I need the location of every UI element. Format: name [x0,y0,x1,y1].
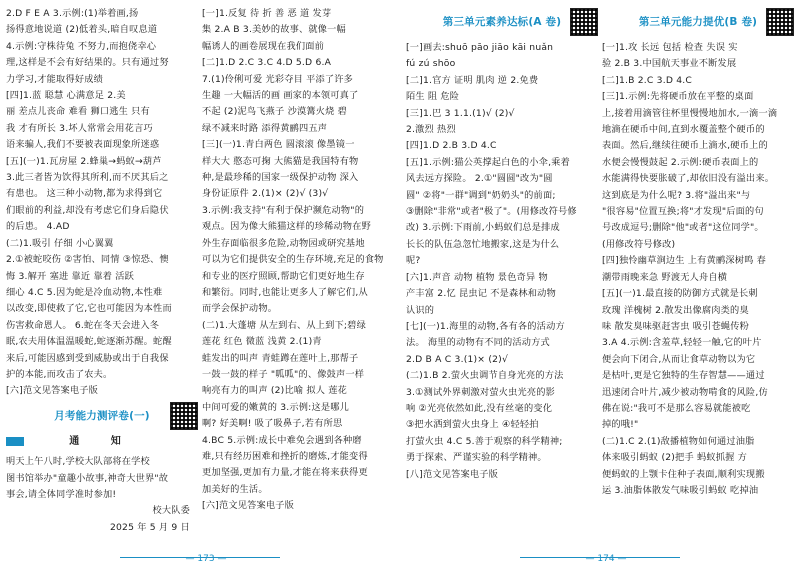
answer-line: 地滴在硬币中间,直到水覆盖整个硬币的 [602,124,765,136]
notice-heading: 通 知 [6,434,198,450]
answer-line: [二]1.官方 证明 肌肉 逆 2.免费 [406,74,539,86]
answer-line: 种,是最珍稀的国家一级保护动物 深入 [202,172,359,184]
answer-line: 验 2.B 3.中国航天事业不断发展 [602,58,737,70]
answer-line: 来后,可能因感到受到威胁或出于自我保 [6,352,169,364]
answer-line: 生趣 一大幅活的画 画家的本领可真了 [202,90,359,102]
right-column-1 [406,6,598,566]
answer-line: 响亮有力的叫声 (2)比喻 拟人 莲花 [202,385,348,397]
answer-line: [七](一)1.海里的动物,各有各的活动方 [406,320,565,332]
answer-line: 而学会保护动物。 [202,303,278,315]
answer-line: "很容易"位置互换;将"才发现"后面的句 [602,206,764,218]
answer-line: 呢? [406,255,421,267]
answer-line: 改) 3.示例:下雨前,小蚂蚁们总是排成 [406,222,560,234]
answer-line: 语来骗人,我们不要被表面现象所迷惑 [6,139,160,151]
answer-line: 潮带雨晚来急 野渡无人舟自横 [602,271,728,283]
answer-line: 表面。然后,继续往硬币上滴水,硬币上的 [602,140,768,152]
answer-line: 法。 海里的动物有不同的活动方式 [406,337,550,349]
answer-line: 眠,农夫用体温温暖蛇,蛇逐渐苏醒。蛇醒 [6,336,172,348]
answer-line: (二)1.C 2.(1)敌播植物如何通过油脂 [602,435,755,447]
answer-line: 便会向下闭合,从而让食草动物以为它 [602,353,756,365]
answer-list-right-1 [406,40,598,483]
answer-line: [五](一)1.最直接的防御方式就是长刺 [602,288,758,300]
answer-line: ③把水洒到萤火虫身上 ④轻轻拍 [406,419,539,431]
answer-line: 长长的队伍急忽忙地搬家,这是为什么 [406,238,560,250]
answer-list-left-2 [202,6,394,515]
answer-line: [二]1.D 2.C 3.C 4.D 5.D 6.A [202,57,332,69]
answer-line: (二)1.吸引 仔细 小心翼翼 [6,237,114,249]
notice-line: 明天上午八时,学校大队部将在学校 [6,456,150,468]
heading-marker-icon [6,437,24,446]
answer-line: 莲花 红色 微蓝 浅黄 2.(1)青 [202,336,322,348]
answer-line: 3.此三者皆为饮得其所利,而不厌其后之 [6,172,169,184]
answer-line: 力学习,才能取得好成绩 [6,73,103,85]
answer-line: [六]1.声音 动物 植物 景色奇异 物 [406,271,548,283]
page-number-right: — 174 — [585,554,627,564]
answer-line: 不起 (2)泥鸟飞燕子 沙漠篝火烧 碧 [202,106,348,118]
answer-line: 绿不减来时路 添得黄鹂四五声 [202,122,328,134]
answer-line: 号改成逗号;删除"他"或者"这位同学"。 [602,222,764,234]
answer-line: 细心 4.C 5.因为蛇是冷血动物,本性难 [6,286,163,298]
answer-line: [一]1.反复 待 折 善 恶 道 发芽 [202,8,332,19]
answer-line: [五]1.示例:猫公英撑起白色的小伞,乘着 [406,156,570,168]
answer-line: 响 ②光亮依然如此,没有丝毫的变化 [406,402,553,414]
banner-title: 第三单元能力提优(B 卷) [638,15,758,28]
answer-line: 难,只有经历困难和挫折的磨炼,才能变得 [202,450,368,462]
answer-line: 伤害救命恩人。 6.蛇在冬天会进入冬 [6,319,160,331]
answer-line: 2.①被蛇咬伤 ②害怕、同情 ③惊恐、懊 [6,254,169,266]
answer-line: 的后患。 4.AD [6,221,70,233]
answer-line: 陌生 阻 危险 [406,91,460,103]
answer-line: 运 3.油脂体散发气味吸引蚂蚁 吃掉油 [602,484,759,496]
answer-line: 和繁衍。同时,也能让更多人了解它们,从 [202,286,368,298]
answer-line: 2.激烈 热烈 [406,124,456,136]
notice-line: 图书馆举办"童趣小故事,神奇大世界"故 [6,472,169,484]
answer-line: [八]范文见答案电子版 [406,468,499,480]
answer-line: 更加坚强,更加有力量,才能在将来获得更 [202,467,368,479]
answer-line: 加美好的生活。 [202,483,268,495]
answer-line: 2.D F E A 3.示例:(1)举着画,扬 [6,8,139,19]
answer-line: 蛙发出的叫声 青蛙蹲在莲叶上,那帮子 [202,352,359,364]
answer-line: 扬得意地说道 (2)低着头,暗自叹息道 [6,24,158,36]
answer-line: 体来吸引蚂蚁 (2)把手 蚂蚁抓握 方 [602,452,748,464]
qr-code-icon[interactable] [570,8,598,36]
answer-line: [三]1.示例:先将硬币放在平整的桌面 [602,91,754,103]
answer-line: [五](一)1.瓦房屋 2.蜂巢→蚂蚁→葫芦 [6,155,162,167]
answer-line: 3.①测试外界刺激对萤火虫光亮的影 [406,386,556,398]
answer-line: 幅诱人的画卷展现在我们面前 [202,40,325,52]
qr-code-icon[interactable] [766,8,794,36]
answer-line: 观点。因为像大熊猫这样的珍稀动物在野 [202,221,371,233]
answer-line: 悔 3.解开 塞进 靠近 靠着 活跃 [6,270,135,282]
answer-line: 佛在说:"我可不是那么容易就能被吃 [602,402,751,414]
left-column-2 [202,6,394,566]
answer-line: 是枯叶,更是它独特的生存智慧——通过 [602,370,765,382]
answer-line: [四]1.D 2.B 3.D 4.C [406,140,497,152]
answer-line: 身份证原件 2.(1)× (2)√ (3)√ [202,188,329,200]
answer-line: 3.示例:我支持"有利于保护濒危动物"的 [202,204,365,216]
answer-line: 外生存面临很多危险,动物园或研究基地 [202,237,365,249]
answer-line: 中间可爱的嫩黄的 3.示例:这是哪儿 [202,401,350,413]
right-column-2 [602,6,794,566]
answer-line: [三](一)1.青白两色 圆滚滚 像墨镜一 [202,139,355,151]
answer-line: [一]1.攻 长远 包括 检查 失误 实 [602,42,738,53]
answer-line: 风去远方探险。 2.①"圆圆"改为"圆 [406,173,553,185]
unit3-b-banner [602,8,794,36]
notice-line: 事会,请全体同学准时参加! [6,488,117,500]
answer-line: 产丰富 2.忆 昆虫记 不是森林和动物 [406,288,556,300]
notice-sign: 校大队委 [152,505,190,517]
answer-line: 有患也。 这三种小动物,都为求得到它 [6,188,163,200]
answer-line: (二)1.大蓬塘 从左到右、从上到下;碧绿 [202,319,366,331]
left-column-1 [6,6,198,566]
answer-line: 啊? 好美啊! 吸了吸鼻子,若有所思 [202,418,343,430]
answer-line: 集 2.A B 3.美妙的故事、就像一幅 [202,24,346,36]
notice-body [6,454,198,503]
answer-line: 们眼前的利益,却没有考虑它们身后隐伏 [6,204,169,216]
answer-line: [一]画去:shuō pāo jiāo kāi nuǎn [406,42,554,53]
qr-code-icon[interactable] [170,402,198,430]
answer-line: 圆" ②将"一群"调到"奶奶头"的前面; [406,189,556,201]
monthly-test-banner [6,402,198,430]
answer-line: 4.BC 5.示例:成长中难免会遇到各种磨 [202,434,362,446]
answer-line: 理,这样是不会有好结果的。只有通过努 [6,57,169,69]
answer-line: 水便会慢慢鼓起 2.示例:硬币表面上的 [602,156,759,168]
answer-line: 2.D B A C 3.(1)× (2)√ [406,353,508,365]
answer-line: 掉的哦!" [602,419,639,431]
answer-line: [六]范文见答案电子版 [202,500,295,512]
answer-line: 以改变,即使救了它,它也可能因为本性而 [6,303,172,315]
right-page [400,0,800,566]
answer-line: (二)1.B 2.萤火虫调节自身光亮的方法 [406,370,564,382]
answer-line: 和专业的医疗照顾,帮助它们更好地生存 [202,270,365,282]
answer-line: 7.(1)伶俐可爱 光彩夺目 平添了许多 [202,73,354,85]
unit3-a-banner [406,8,598,36]
answer-line: [四]独怜幽草涧边生 上有黄鹂深树鸣 春 [602,255,767,267]
answer-line: 4.示例:守株待兔 不努力,而抱侥幸心 [6,40,157,52]
banner-title: 第三单元素养达标(A 卷) [442,15,562,28]
answer-line: 水能满得快要胀破了,却依旧没有溢出来。 [602,173,775,185]
answer-line: fú zú shōo [406,58,456,70]
answer-line: 样大大 憨态可掬 大熊猫是我国特有物 [202,155,359,167]
answer-line: 勇于探索、严谨实验的科学精神。 [406,452,547,464]
answer-list-right-2 [602,40,794,499]
answer-line: 这到底是为什么呢? 3.将"溢出来"与 [602,189,751,201]
answer-line: 味 散发臭味驱赶害虫 吸引苍蝇传粉 [602,320,750,332]
answer-line: ③删除"非常"或者"极了"。(用修改符号修 [406,206,577,218]
answer-line: [三]1.巴 3 1.1.(1)√ (2)√ [406,107,515,119]
answer-line: (用修改符号修改) [602,238,676,250]
page-number-left: — 173 — [185,554,227,564]
answer-line: [六]范文见答案电子版 [6,385,99,397]
answer-line: 丽 差点儿丧命 难看 狮口逃生 只有 [6,106,150,118]
answer-line: 迅速闭合叶片,减少被动物啃食的风险,仿 [602,386,768,398]
answer-line: 上,接着用滴管往杯里慢慢地加水,一滴一滴 [602,107,778,119]
banner-title: 月考能力测评卷(一) [54,409,150,422]
answer-line: [四]1.蓝 聪慧 心满意足 2.美 [6,90,126,102]
answer-line: [二]1.B 2.C 3.D 4.C [602,74,692,86]
answer-line: 打萤火虫 4.C 5.善于观察的科学精神; [406,435,563,447]
answer-line: 认识的 [406,304,435,316]
answer-line: 可以为它们提供安全的生存环境,充足的食物 [202,254,384,266]
answer-line: 玫瑰 洋槐树 2.散发出像腐肉类的臭 [602,304,749,316]
notice-date: 2025 年 5 月 9 日 [109,521,190,533]
answer-list-left-1 [6,6,198,400]
answer-line: 护的本能,而攻击了农夫。 [6,368,113,380]
answer-line: 3.A 4.示例:含羞草,轻轻一触,它的叶片 [602,337,762,349]
answer-line: 便蚂蚁的上颚卡住种子表面,顺利实现搬 [602,468,765,480]
answer-line: 我 才有所长 3.坏人常常会用花言巧 [6,122,153,134]
answer-line: 一鼓一鼓的样子 "呱呱"的、像鼓声一样 [202,368,365,380]
